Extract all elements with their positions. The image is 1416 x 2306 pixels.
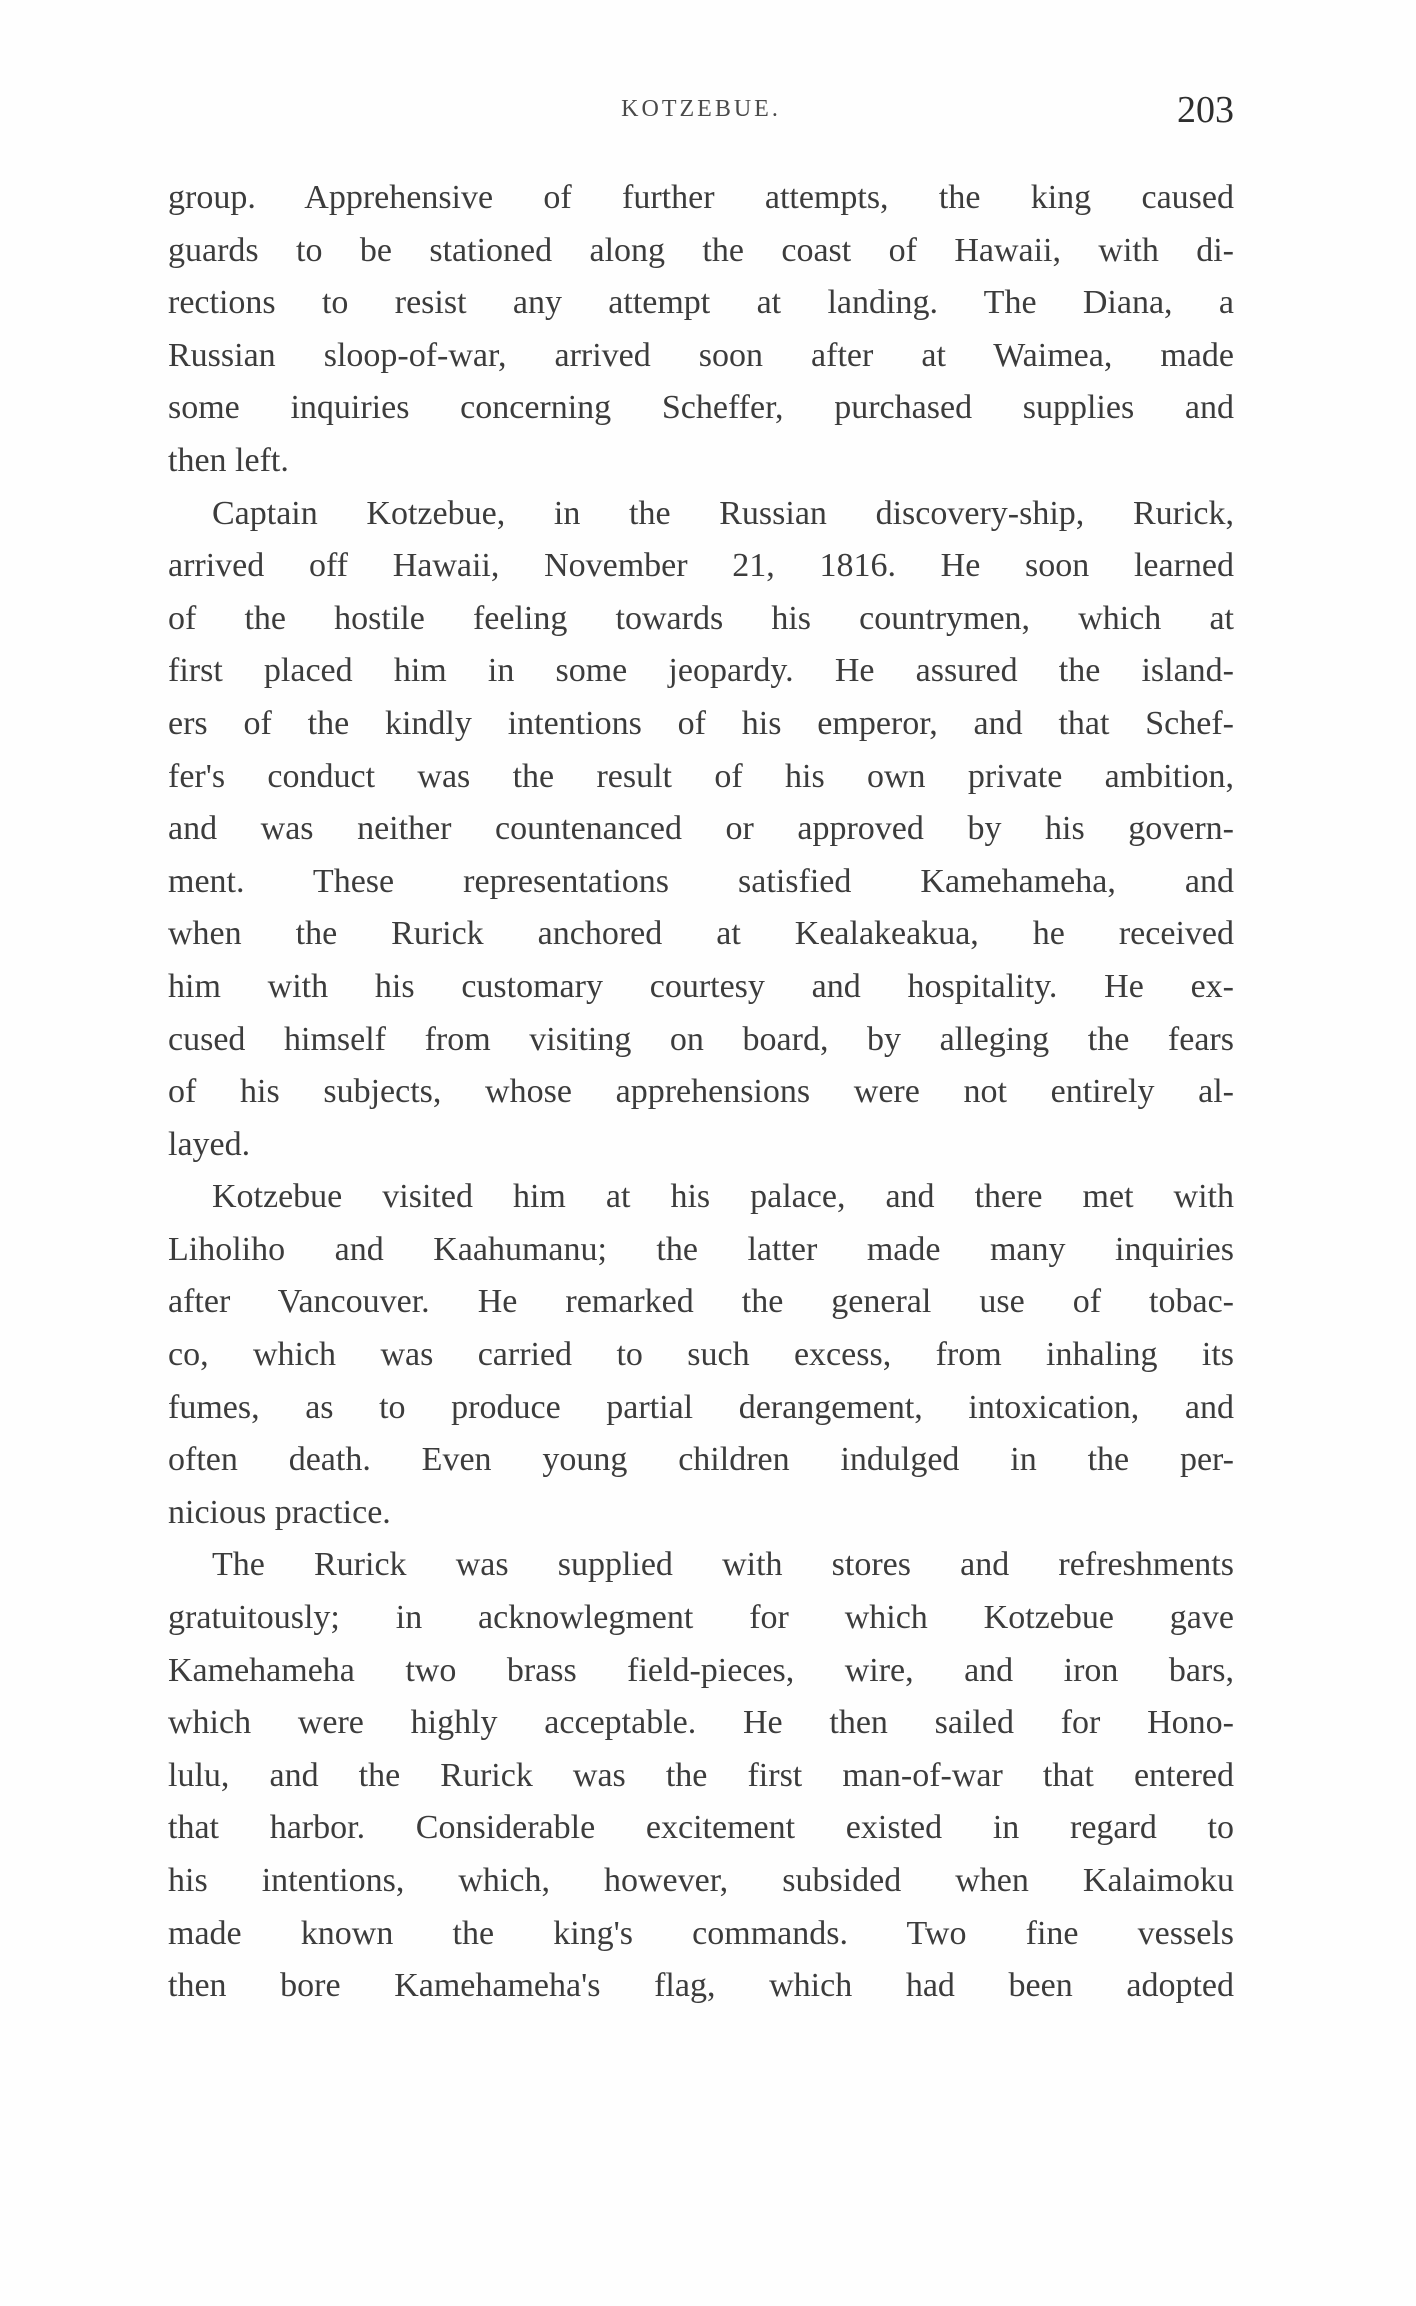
- text-line: guards to be stationed along the coast of Hawaii, with di-: [168, 231, 1234, 269]
- text-line: co, which was carried to such excess, from inhaling its: [168, 1336, 1234, 1374]
- text-line: gratuitously; in acknowlegment for which Kotzebue gave: [168, 1599, 1234, 1637]
- text-line: ment. These representations satisfied Kamehameha, and: [168, 862, 1234, 900]
- text-line: group. Apprehensive of further attempts, the king caused: [168, 179, 1234, 216]
- text-line: of his subjects, whose apprehensions were not entirely al-: [168, 1073, 1234, 1111]
- body-text: [168, 172, 1234, 2013]
- text-line: Kamehameha two brass field-pieces, wire, and iron bars,: [168, 1651, 1234, 1689]
- text-line: his intentions, which, however, subsided when Kalaimoku: [168, 1862, 1234, 1899]
- text-line: him with his customary courtesy and hospitality. He ex-: [168, 967, 1234, 1005]
- text-line: which were highly acceptable. He then sailed for Hono-: [168, 1704, 1234, 1742]
- text-line: nicious practice.: [168, 1493, 391, 1531]
- text-line: fer's conduct was the result of his own private ambition,: [168, 757, 1234, 795]
- text-line: Russian sloop-of-war, arrived soon after at Waimea, made: [168, 336, 1234, 374]
- text-line: some inquiries concerning Scheffer, purchased supplies and: [168, 389, 1234, 427]
- text-line: ers of the kindly intentions of his emperor, and that Schef-: [168, 704, 1234, 742]
- text-line: often death. Even young children indulged in the per-: [168, 1441, 1234, 1479]
- running-head: KOTZEBUE.: [621, 96, 781, 122]
- text-line: rections to resist any attempt at landing. The Diana, a: [168, 284, 1234, 322]
- text-line: when the Rurick anchored at Kealakeakua, he received: [168, 915, 1234, 953]
- text-line: Kotzebue visited him at his palace, and there met with: [212, 1178, 1234, 1216]
- text-line: fumes, as to produce partial derangement, intoxication, and: [168, 1388, 1234, 1426]
- page-header: [168, 88, 1234, 138]
- text-line: first placed him in some jeopardy. He assured the island-: [168, 652, 1234, 690]
- text-line: then left.: [168, 441, 289, 479]
- text-line: after Vancouver. He remarked the general use of tobac-: [168, 1283, 1234, 1321]
- text-line: lulu, and the Rurick was the first man-of-war that entered: [168, 1756, 1234, 1794]
- text-line: arrived off Hawaii, November 21, 1816. He soon learned: [168, 547, 1234, 585]
- text-line: that harbor. Considerable excitement existed in regard to: [168, 1809, 1234, 1847]
- text-line: cused himself from visiting on board, by alleging the fears: [168, 1020, 1234, 1058]
- text-line: Liholiho and Kaahumanu; the latter made many inquiries: [168, 1230, 1234, 1268]
- text-line: Captain Kotzebue, in the Russian discovery-ship, Rurick,: [212, 494, 1234, 532]
- text-line: and was neither countenanced or approved by his govern-: [168, 810, 1234, 848]
- text-line: then bore Kamehameha's flag, which had been adopted: [168, 1967, 1234, 2005]
- text-line: layed.: [168, 1125, 251, 1163]
- text-line: of the hostile feeling towards his countrymen, which at: [168, 599, 1234, 637]
- text-line: The Rurick was supplied with stores and refreshments: [212, 1546, 1234, 1584]
- page-number: 203: [1177, 89, 1234, 131]
- text-line: made known the king's commands. Two fine vessels: [168, 1914, 1234, 1952]
